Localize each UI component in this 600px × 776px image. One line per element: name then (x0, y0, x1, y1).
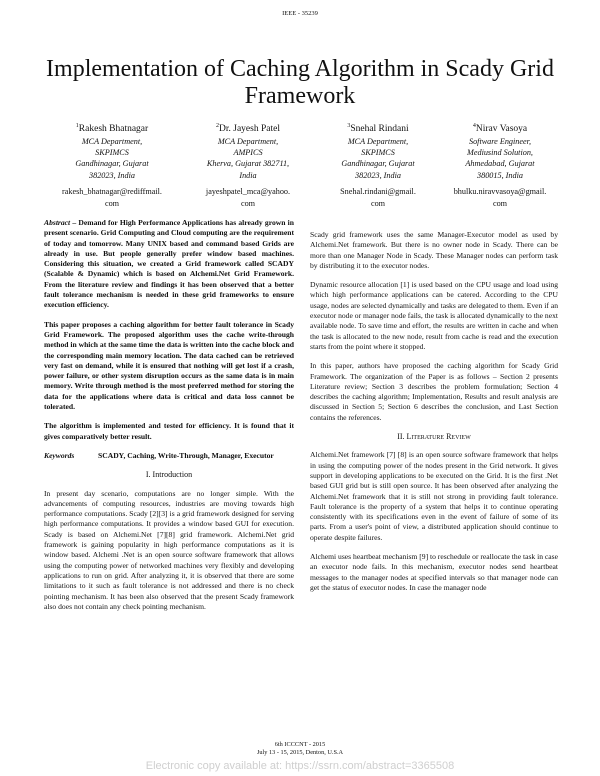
heartbeat-text: Alchemi uses heartbeat mechanism [9] to reschedule or reallocate the task in case an executor node fails. In this mechanism, executor nodes send heartbeat messages to the manager nodes at specified intervals so that manager node can get the status of executor nodes. In case the manager node (310, 552, 558, 592)
author-1: $^1$Rakesh Bhatnagar MCA Department, SKPIMCS Gandhinagar, Gujarat 382023, India rakesh_bhatnagar@rediffmail. com (52, 121, 172, 209)
paper-organization-text: In this paper, authors have proposed the caching algorithm for Scady Grid Framework. The organization of the Paper is as follows – Section 2 presents Literature review; Section 3 describes the problem formulation; Section 4 describes the caching algorithm; Implementation, Results and result analysis are discussed in Section 5; Section 6 describes the conclusion, and Last Section contains the references. (310, 361, 558, 422)
watermark: Electronic copy available at: https://ssrn.com/abstract=3365508 (145, 760, 455, 772)
introduction-text: In present day scenario, computations are no longer simple. With the advancements of computing resources, industries are moving towards high performance computations. Scady [2][3] is a grid framework designed for serving high performance computations. It provides a window based GUI for execution. Scady is based on Alchemi.Net [7][8] grid framework. Alchemi.Net grid framework is gaining popularity in high performance computations as it is window based. Alchemi .Net is an open source software framework that allows using the computing power of networked machines very flexibly and developing applications to run on grid. After analyzing it, it is observed that there are some limitations to it such as fault tolerance is not addressed and there is no check pointing mechanism. It has been also observed that the present Scady framework also does not contain any check pointing mechanism. (44, 488, 294, 611)
footer: 6th ICCCNT - 2015 July 13 - 15, 2015, Denton, U.S.A (256, 741, 344, 756)
author-2-email: jayeshpatel_mca@yahoo. (205, 187, 291, 197)
author-4-email: bhulku.niravvasoya@gmail. (453, 187, 547, 197)
author-2: $^2$Dr. Jayesh Patel MCA Department, AMPICS Kherva, Gujarat 382711, India jayeshpatel_mca@yahoo. com (188, 121, 308, 209)
section-heading-literature-review: II. Literature Review (397, 432, 471, 442)
literature-review-text: Alchemi.Net framework [7] [8] is an open source software framework that helps in using the computing power of the nodes present in the Grid network. It gives support in developing applications to be executed on the Grid. It is the first .Net based GUI grid but is still open source. It has been observed after analyzing the Alchemi.Net framework that it is still not strong in providing fault tolerance. Fault tolerance is the property of a system that helps it to continue operating consistently with its specifications even in the event of failure of some of its parts. From a user's point of view, a distributed application should continue to operate despite failures. (310, 450, 558, 542)
left-column (44, 218, 294, 621)
section-heading-introduction: I. Introduction (145, 470, 193, 480)
author-3: $^3$Snehal Rindani MCA Department, SKPIMCS Gandhinagar, Gujarat 382023, India Snehal.rindani@gmail. com (318, 121, 438, 209)
keywords: Keywords SCADY, Caching, Write-Through, Manager, Executor (44, 450, 274, 460)
author-1-email: rakesh_bhatnagar@rediffmail. (62, 187, 162, 197)
author-4: $^4$Nirav Vasoya Software Engineer, Mediusind Solution, Ahmedabad, Gujarat 380015, India bhulku.niravvasoya@gmail. com (440, 121, 560, 209)
resource-allocation-text: Dynamic resource allocation [1] is used based on the CPU usage and load using which high performance applications can be catered. According to the CPU usage, nodes are selected dynamically and tasks are delegated to them. Even if an executor node or manager node fails, the task is allocated dynamically to the next available node. To save time and effort, the results are written in cache and when the task is allocated to the new node, result from cache is read and the execution starts from the point where it stopped. (310, 280, 558, 351)
right-column (310, 230, 558, 602)
abstract-paragraph-3: The algorithm is implemented and tested for efficiency. It is found that it gives comparatively better result. (44, 421, 294, 441)
author-3-email: Snehal.rindani@gmail. (340, 187, 416, 197)
conference-code: IEEE - 35239 (282, 10, 318, 17)
abstract-paragraph-1: Abstract – Demand for High Performance Applications has already grown in present scenario. Grid Computing and Cloud computing are the requirement of today and tomorrow. Many UNIX based and command based Grids are already in use. But people generally prefer window based machines. Considering this situation, we created a Grid framework called SCADY (Scalable & Dynamic) which is based on Alchemi.Net Grid Framework. From the literature review and findings it has been observed that a better fault tolerance mechanism is needed in these grid frameworks to ensure execution efficiency. (44, 218, 294, 310)
scady-model-text: Scady grid framework uses the same Manager-Executor model as used by Alchemi.Net framework. But there is no owner node in Scady. There can be more than one Manager Node in Scady. These Manager nodes can perform task by distributing it to the executor nodes. (310, 230, 558, 270)
abstract-paragraph-2: This paper proposes a caching algorithm for better fault tolerance in Scady Grid Framework. The proposed algorithm uses the cache write-through method in which at the same time the data is written into the cache block and the corresponding main memory location. The data cached can be retrieved very fast on demand, while it is ensured that nothing will get lost if a crash, power failure, or other system disruption occurs as the same data is in main memory. Write through method is the most preferred method for storing the data for the applications where data is critical and data loss cannot be tolerated. (44, 319, 294, 412)
paper-title: Implementation of Caching Algorithm in Scady Grid Framework (46, 56, 554, 109)
